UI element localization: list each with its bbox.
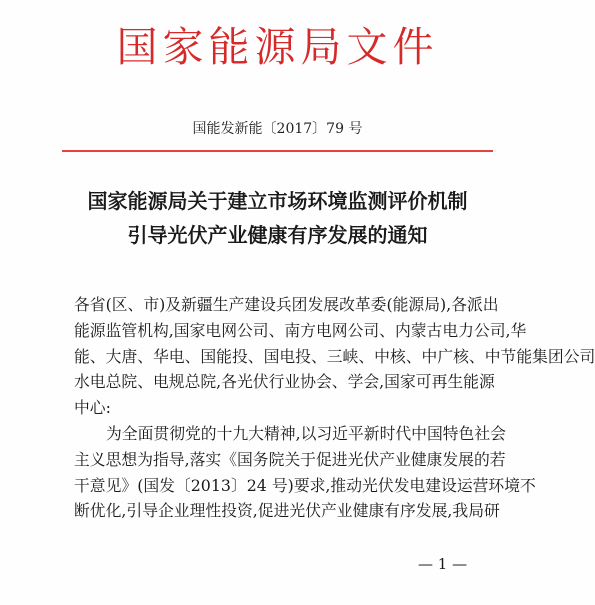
issuer-title: 国家能源局文件 (116, 23, 439, 71)
addressee-line: 能源监管机构,国家电网公司、南方电网公司、内蒙古电力公司,华 (74, 320, 527, 340)
addressee-line: 各省(区、市)及新疆生产建设兵团发展改革委(能源局),各派出 (74, 295, 499, 314)
notice-body (74, 292, 595, 524)
page-number: — 1 — (418, 555, 468, 573)
addressee-line: 中心: (74, 398, 111, 418)
paragraph-line: 为全面贯彻党的十九大精神,以习近平新时代中国特色社会 (106, 423, 506, 443)
addressee-line: 能、大唐、华电、国能投、国电投、三峡、中核、中广核、中节能集团公司 (74, 346, 595, 366)
paragraph-line: 干意见》(国发〔2013〕24 号)要求,推动光伏发电建设运营环境不 (74, 475, 536, 495)
red-divider (62, 150, 493, 152)
document-number: 国能发新能〔2017〕79 号 (192, 121, 363, 137)
paragraph-line: 主义思想为指导,落实《国务院关于促进光伏产业健康发展的若 (74, 449, 506, 469)
notice-title-line: 国家能源局关于建立市场环境监测评价机制 (87, 189, 468, 213)
addressee-line: 水电总院、电规总院,各光伏行业协会、学会,国家可再生能源 (74, 372, 495, 392)
paragraph-line: 断优化,引导企业理性投资,促进光伏产业健康有序发展,我局研 (74, 501, 500, 521)
notice-title-line: 引导光伏产业健康有序发展的通知 (127, 223, 428, 247)
notice-title (0, 184, 555, 252)
